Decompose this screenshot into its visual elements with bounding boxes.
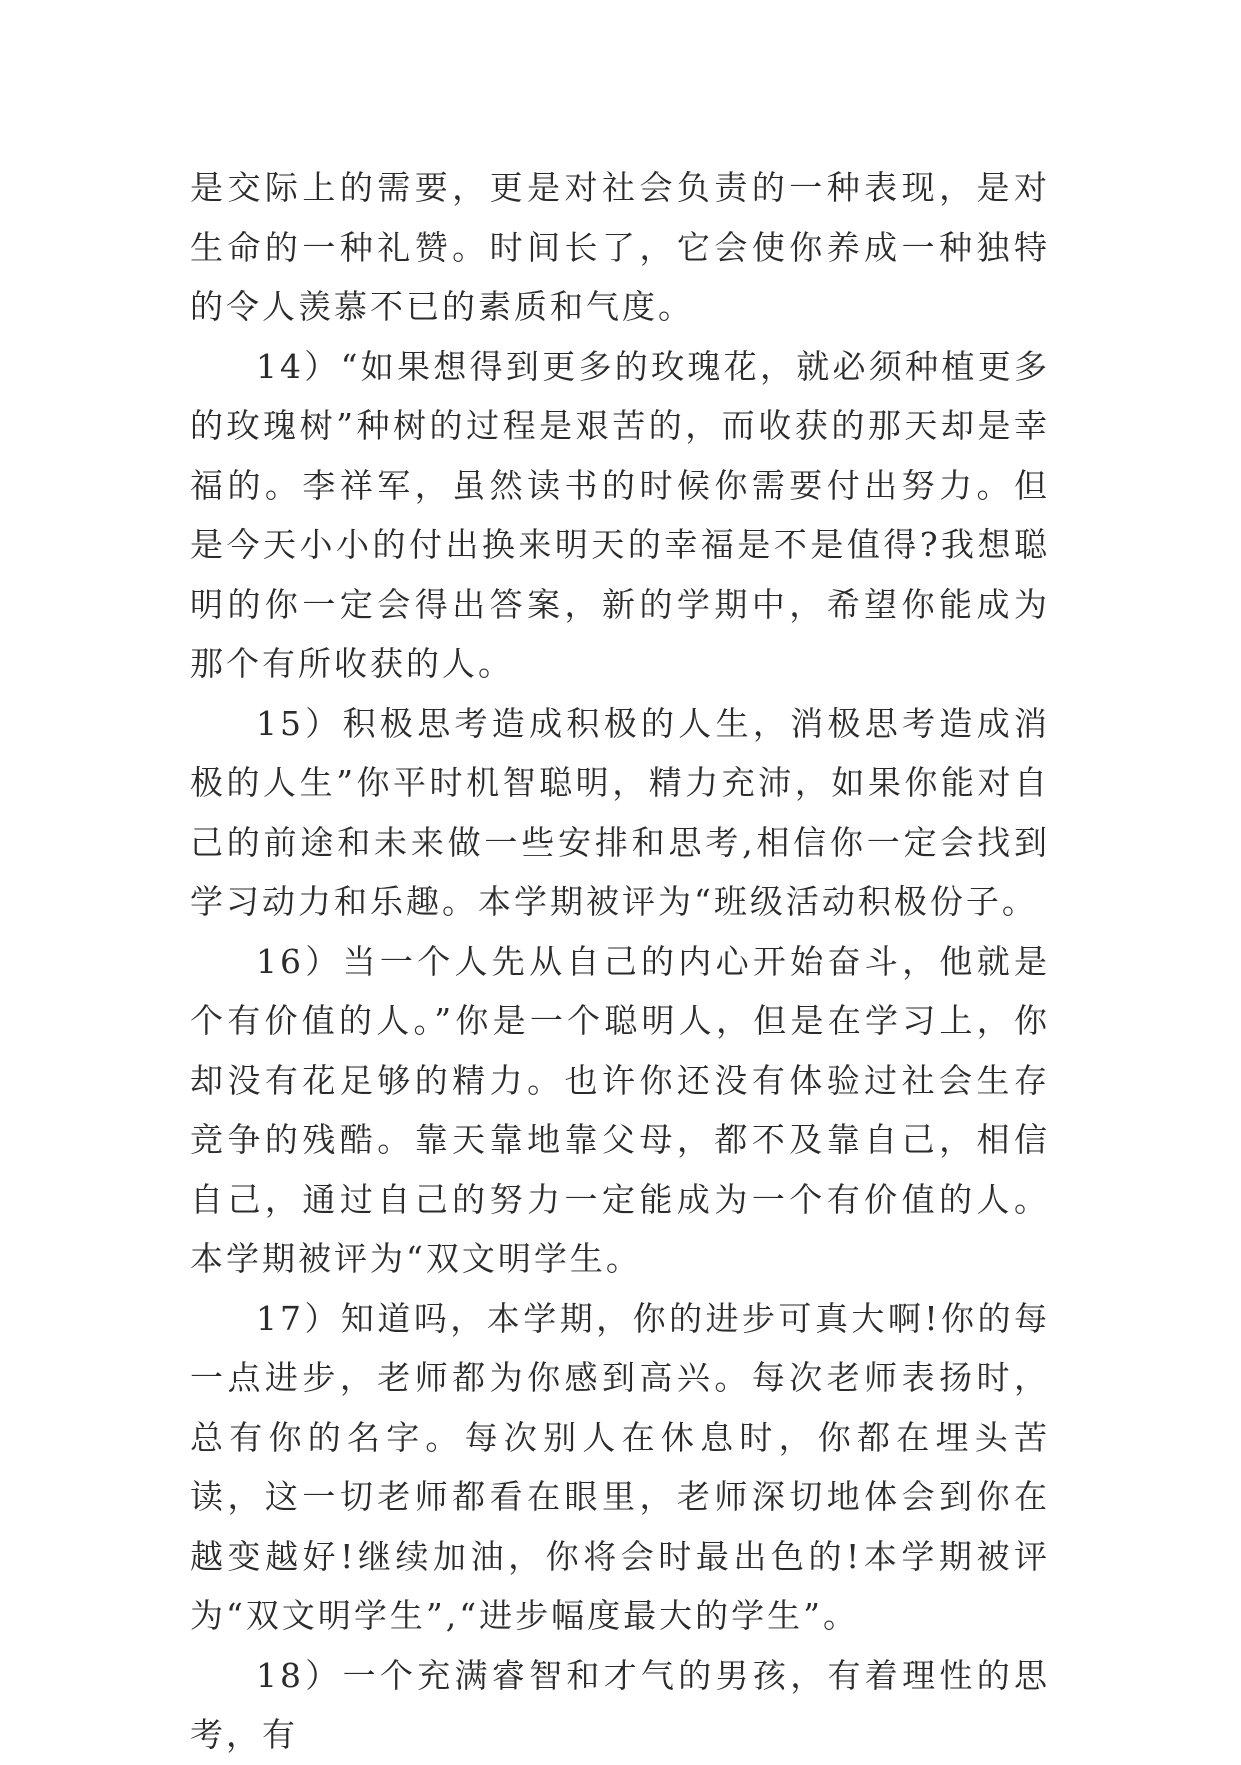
paragraph-continuation: 是交际上的需要，更是对社会负责的一种表现，是对生命的一种礼赞。时间长了，它会使你养成一种独特的令人羡慕不已的素质和气度。 — [190, 168, 1050, 326]
paragraph-item-16: 16）当一个人先从自己的内心开始奋斗，他就是个有价值的人。”你是一个聪明人，但是在学习上，你却没有花足够的精力。也许你还没有体验过社会生存竞争的残酷。靠天靠地靠父母，都不及靠自己，相信自己，通过自己的努力一定能成为一个有价值的人。本学期被评为“双文明学生。 — [190, 941, 1050, 1278]
paragraph-item-15: 15）积极思考造成积极的人生，消极思考造成消极的人生”你平时机智聪明，精力充沛，如果你能对自己的前途和未来做一些安排和思考,相信你一定会找到学习动力和乐趣。本学期被评为“班级活动积极份子。 — [190, 703, 1050, 921]
document-body — [190, 158, 1050, 1765]
paragraph-item-17: 17）知道吗，本学期，你的进步可真大啊!你的每一点进步，老师都为你感到高兴。每次老师表扬时，总有你的名字。每次别人在休息时，你都在埋头苦读，这一切老师都看在眼里，老师深切地体会到你在越变越好!继续加油，你将会时最出色的!本学期被评为“双文明学生”,“进步幅度最大的学生”。 — [190, 1298, 1050, 1635]
paragraph-item-18: 18）一个充满睿智和才气的男孩，有着理性的思考，有 — [190, 1655, 1050, 1754]
paragraph-item-14: 14）“如果想得到更多的玫瑰花，就必须种植更多的玫瑰树”种树的过程是艰苦的，而收获的那天却是幸福的。李祥军，虽然读书的时候你需要付出努力。但是今天小小的付出换来明天的幸福是不是值得?我想聪明的你一定会得出答案，新的学期中，希望你能成为那个有所收获的人。 — [190, 346, 1050, 683]
